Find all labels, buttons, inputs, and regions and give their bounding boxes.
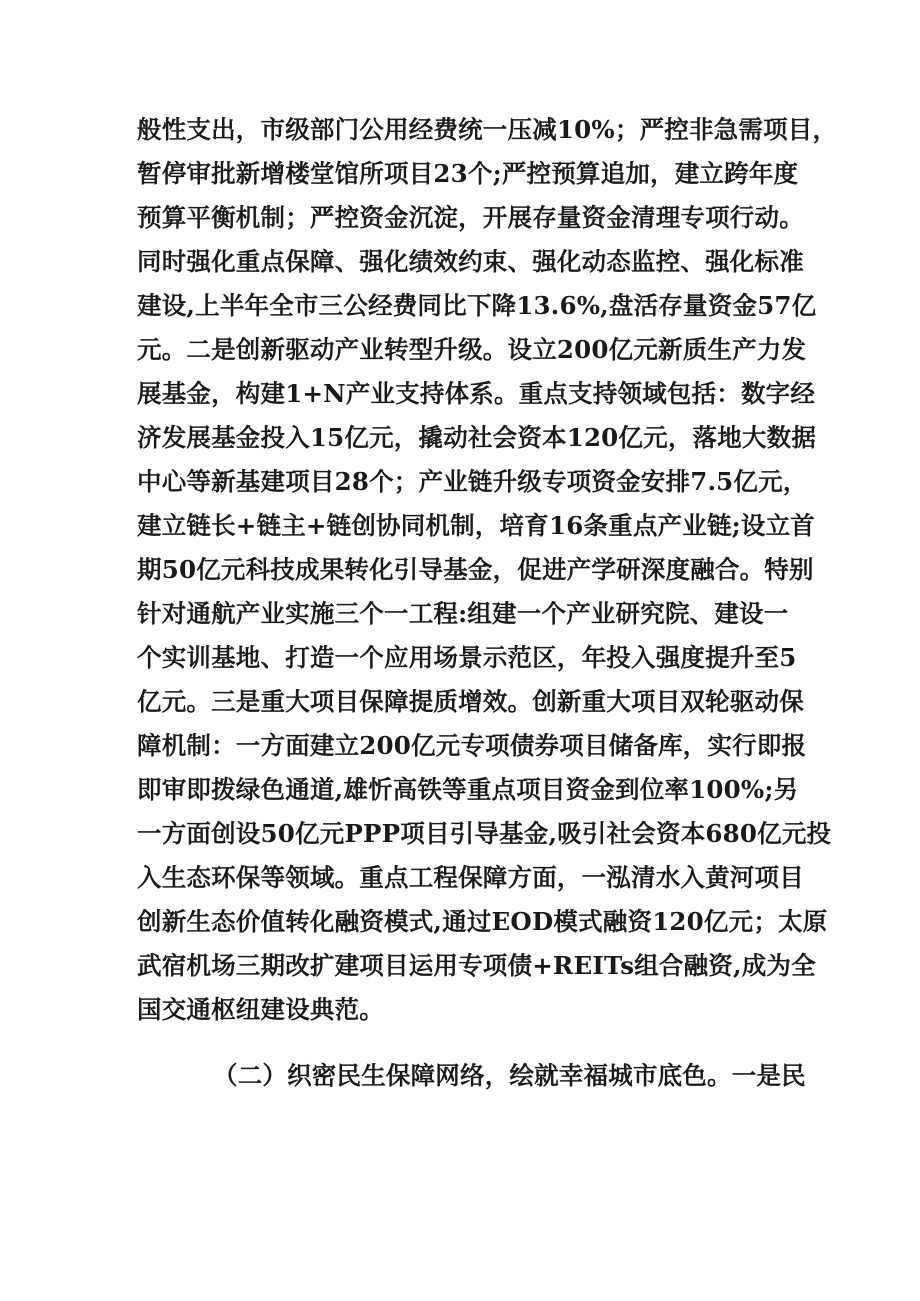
paragraph-line: 亿元。三是重大项目保障提质增效。创新重大项目双轮驱动保 bbox=[137, 687, 804, 716]
paragraph-line: 建设,上半年全市三公经费同比下降13.6%,盘活存量资金57亿 bbox=[137, 291, 817, 320]
paragraph-line: 入生态环保等领域。重点工程保障方面，一泓清水入黄河项目 bbox=[137, 863, 804, 892]
paragraph-line: 国交通枢纽建设典范。 bbox=[137, 995, 384, 1024]
paragraph-line: 武宿机场三期改扩建项目运用专项债+REITs组合融资,成为全 bbox=[137, 951, 816, 980]
paragraph-line: 中心等新基建项目28个；产业链升级专项资金安排7.5亿元， bbox=[137, 467, 808, 496]
paragraph-line: 期50亿元科技成果转化引导基金，促进产学研深度融合。特别 bbox=[137, 555, 814, 584]
paragraph-line: 展基金，构建1+N产业支持体系。重点支持领域包括：数字经 bbox=[137, 379, 816, 408]
paragraph-line: 障机制：一方面建立200亿元专项债券项目储备库，实行即报 bbox=[137, 731, 807, 760]
paragraph-line: 建立链长+链主+链创协同机制，培育16条重点产业链;设立首 bbox=[137, 511, 815, 540]
paragraph-line: 创新生态价值转化融资模式,通过EOD模式融资120亿元；太原 bbox=[137, 907, 828, 936]
paragraph-line: 一方面创设50亿元PPP项目引导基金,吸引社会资本680亿元投 bbox=[137, 819, 832, 848]
paragraph-line: 济发展基金投入15亿元，撬动社会资本120亿元，落地大数据 bbox=[137, 423, 817, 452]
paragraph-line: 针对通航产业实施三个一工程:组建一个产业研究院、建设一 bbox=[137, 599, 789, 628]
paragraph-line: 般性支出，市级部门公用经费统一压减10%；严控非急需项目， bbox=[137, 115, 838, 144]
paragraph-line: 同时强化重点保障、强化绩效约束、强化动态监控、强化标准 bbox=[137, 247, 804, 276]
paragraph-line: 暂停审批新增楼堂馆所项目23个;严控预算追加，建立跨年度 bbox=[137, 159, 799, 188]
paragraph-line: 元。二是创新驱动产业转型升级。设立200亿元新质生产力发 bbox=[137, 335, 807, 364]
paragraph-line: 即审即拨绿色通道,雄忻高铁等重点项目资金到位率100%;另 bbox=[137, 775, 799, 804]
paragraph-line: 预算平衡机制；严控资金沉淀，开展存量资金清理专项行动。 bbox=[137, 203, 804, 232]
paragraph-line: 个实训基地、打造一个应用场景示范区，年投入强度提升至5 bbox=[137, 643, 797, 672]
section-heading: （二）织密民生保障网络，绘就幸福城市底色。一是民 bbox=[213, 1061, 806, 1090]
